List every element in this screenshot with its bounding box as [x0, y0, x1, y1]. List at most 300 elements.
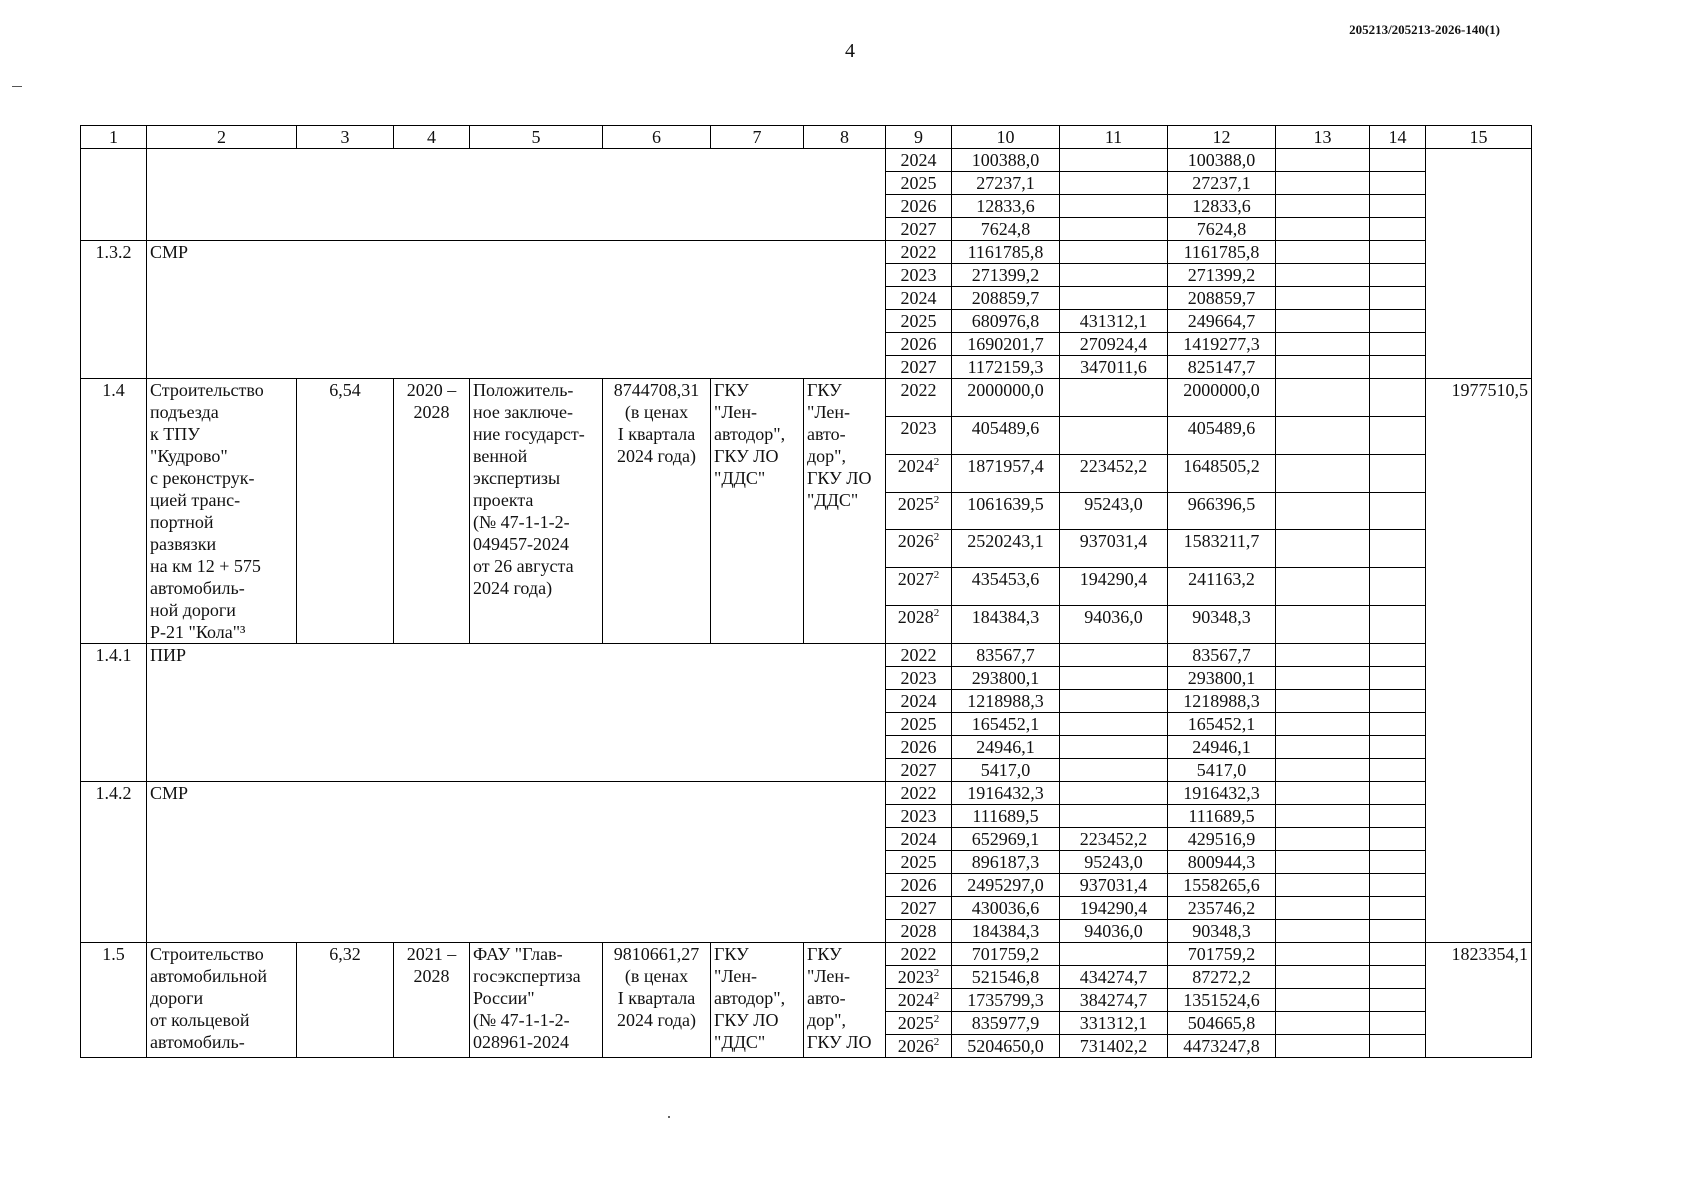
year-cell — [886, 218, 952, 241]
year-cell — [886, 149, 952, 172]
year-value: 2025 — [897, 493, 934, 514]
amount-c12: 83567,7 — [1168, 644, 1276, 667]
year-cell — [886, 874, 952, 897]
item-name-cell — [147, 782, 886, 943]
amount-c11: 223452,2 — [1060, 828, 1168, 851]
year-cell — [886, 920, 952, 943]
amount-c10: 271399,2 — [952, 264, 1060, 287]
cell-line: 2028 — [413, 966, 450, 986]
header-cell: 14 — [1370, 126, 1426, 149]
cell-line: ГКУ — [714, 380, 749, 400]
cell-line: "ДДС" — [714, 1032, 766, 1052]
cell-line: экспертизы — [473, 468, 561, 488]
table-row — [81, 379, 1532, 417]
cell-line: от 26 августа — [473, 556, 574, 576]
col13-cell — [1276, 1012, 1370, 1035]
col14-cell — [1370, 966, 1426, 989]
year-cell — [886, 454, 952, 492]
amount-c11: 223452,2 — [1060, 454, 1168, 492]
year-cell — [886, 492, 952, 530]
amount-c10: 652969,1 — [952, 828, 1060, 851]
item-number-cell: 1.4 — [81, 379, 147, 644]
col13-cell — [1276, 966, 1370, 989]
year-value: 2023 — [900, 668, 937, 688]
amount-c11 — [1060, 287, 1168, 310]
cell-line: "Лен- — [807, 402, 851, 422]
amount-c12: 5417,0 — [1168, 759, 1276, 782]
amount-c11: 194290,4 — [1060, 568, 1168, 606]
col14-cell — [1370, 874, 1426, 897]
col14-cell — [1370, 782, 1426, 805]
year-cell — [886, 897, 952, 920]
year-cell — [886, 530, 952, 568]
header-row — [81, 126, 1532, 149]
year-cell — [886, 195, 952, 218]
year-value: 2026 — [897, 1036, 934, 1056]
table-row — [81, 943, 1532, 966]
cell-line: СМР — [150, 242, 189, 262]
col14-cell — [1370, 989, 1426, 1012]
cell-line: ние государст- — [473, 424, 585, 444]
amount-c12: 165452,1 — [1168, 713, 1276, 736]
col14-cell — [1370, 379, 1426, 417]
col13-cell — [1276, 851, 1370, 874]
year-cell — [886, 1012, 952, 1035]
year-cell — [886, 644, 952, 667]
col13-cell — [1276, 874, 1370, 897]
amount-c12: 1648505,2 — [1168, 454, 1276, 492]
amount-c10: 100388,0 — [952, 149, 1060, 172]
cell-line: ГКУ — [714, 944, 749, 964]
cell-line: "ДДС" — [714, 468, 766, 488]
amount-c11: 95243,0 — [1060, 851, 1168, 874]
col13-cell — [1276, 897, 1370, 920]
item-name-cell — [147, 149, 886, 241]
cell-line: Р-21 "Кола"³ — [150, 622, 246, 642]
cell-line: проекта — [473, 490, 534, 510]
col14-cell — [1370, 530, 1426, 568]
col14-cell — [1370, 943, 1426, 966]
col14-cell — [1370, 492, 1426, 530]
year-footnote-mark: 2 — [933, 607, 940, 620]
scan-dot — [668, 1116, 670, 1118]
amount-c12: 271399,2 — [1168, 264, 1276, 287]
amount-c10: 405489,6 — [952, 416, 1060, 454]
col13-cell — [1276, 310, 1370, 333]
amount-c12: 111689,5 — [1168, 805, 1276, 828]
amount-c12: 241163,2 — [1168, 568, 1276, 606]
cell-line: 8744708,31 — [613, 380, 700, 400]
year-cell — [886, 416, 952, 454]
col14-cell — [1370, 713, 1426, 736]
col13-cell — [1276, 1035, 1370, 1058]
cell-line: с реконструк- — [150, 468, 255, 488]
page-number: 4 — [845, 40, 855, 62]
cell-line: (в ценах — [624, 402, 689, 422]
cell-line: 028961-2024 — [473, 1032, 569, 1052]
cell-line: дор", — [807, 446, 847, 466]
cell-line: дор", — [807, 1010, 847, 1030]
amount-c12: 1916432,3 — [1168, 782, 1276, 805]
amount-c11 — [1060, 416, 1168, 454]
amount-c12: 966396,5 — [1168, 492, 1276, 530]
cell-line: ГКУ ЛО — [807, 468, 872, 488]
amount-c11 — [1060, 759, 1168, 782]
year-value: 2024 — [900, 691, 937, 711]
year-value: 2022 — [900, 380, 937, 400]
amount-c10: 1871957,4 — [952, 454, 1060, 492]
amount-c10: 12833,6 — [952, 195, 1060, 218]
customer-cell — [711, 379, 804, 644]
amount-c10: 5204650,0 — [952, 1035, 1060, 1058]
year-cell — [886, 805, 952, 828]
cell-line: ГКУ — [807, 944, 842, 964]
year-cell — [886, 736, 952, 759]
amount-c12: 1351524,6 — [1168, 989, 1276, 1012]
amount-c10: 896187,3 — [952, 851, 1060, 874]
amount-c11 — [1060, 667, 1168, 690]
year-cell — [886, 606, 952, 644]
amount-c11: 94036,0 — [1060, 606, 1168, 644]
amount-c12: 1218988,3 — [1168, 690, 1276, 713]
year-cell — [886, 851, 952, 874]
amount-c12: 90348,3 — [1168, 920, 1276, 943]
amount-c12: 235746,2 — [1168, 897, 1276, 920]
col14-cell — [1370, 1012, 1426, 1035]
cell-line: автодор", — [714, 424, 786, 444]
amount-c11 — [1060, 736, 1168, 759]
cell-line: 2024 года) — [616, 1010, 697, 1030]
col14-cell — [1370, 897, 1426, 920]
period-cell — [394, 943, 470, 1058]
amount-c10: 24946,1 — [952, 736, 1060, 759]
cell-line: авто- — [807, 424, 846, 444]
amount-c10: 2495297,0 — [952, 874, 1060, 897]
amount-c11 — [1060, 241, 1168, 264]
amount-c11 — [1060, 943, 1168, 966]
col13-cell — [1276, 287, 1370, 310]
cell-line: автомобильной — [150, 966, 267, 986]
year-footnote-mark: 2 — [933, 531, 940, 544]
col14-cell — [1370, 606, 1426, 644]
year-value: 2027 — [900, 357, 937, 377]
col14-cell — [1370, 920, 1426, 943]
amount-c12: 1583211,7 — [1168, 530, 1276, 568]
year-value: 2024 — [900, 829, 937, 849]
cell-line: на км 12 + 575 — [150, 556, 261, 576]
header-cell: 12 — [1168, 126, 1276, 149]
cell-line: ной дороги — [150, 600, 236, 620]
year-value: 2025 — [900, 714, 937, 734]
col14-cell — [1370, 310, 1426, 333]
header-cell: 1 — [81, 126, 147, 149]
cell-line: ГКУ ЛО — [807, 1032, 872, 1052]
budget-table — [80, 125, 1532, 1058]
amount-c10: 293800,1 — [952, 667, 1060, 690]
amount-c12: 1419277,3 — [1168, 333, 1276, 356]
amount-c12: 293800,1 — [1168, 667, 1276, 690]
cell-line: 2024 года) — [473, 578, 553, 598]
cell-line: 2020 – — [406, 380, 457, 400]
amount-c11 — [1060, 782, 1168, 805]
cell-line: России" — [473, 988, 535, 1008]
col14-cell — [1370, 356, 1426, 379]
header-cell: 5 — [470, 126, 603, 149]
cell-line: "ДДС" — [807, 490, 859, 510]
cell-line: 2024 года) — [616, 446, 697, 466]
table-row — [81, 782, 1532, 805]
amount-c10: 680976,8 — [952, 310, 1060, 333]
length-cell: 6,32 — [297, 943, 394, 1058]
amount-c11: 434274,7 — [1060, 966, 1168, 989]
year-cell — [886, 264, 952, 287]
col14-cell — [1370, 568, 1426, 606]
amount-c11 — [1060, 379, 1168, 417]
amount-c12: 429516,9 — [1168, 828, 1276, 851]
amount-c10: 2520243,1 — [952, 530, 1060, 568]
table-row — [81, 149, 1532, 172]
col13-cell — [1276, 492, 1370, 530]
header-cell: 6 — [603, 126, 711, 149]
year-value: 2026 — [900, 196, 937, 216]
year-value: 2023 — [900, 265, 937, 285]
header-cell: 11 — [1060, 126, 1168, 149]
header-cell: 9 — [886, 126, 952, 149]
col13-cell — [1276, 379, 1370, 417]
amount-c12: 100388,0 — [1168, 149, 1276, 172]
col14-cell — [1370, 416, 1426, 454]
col13-cell — [1276, 218, 1370, 241]
year-value: 2022 — [900, 645, 937, 665]
year-value: 2023 — [900, 806, 937, 826]
cell-line: СМР — [150, 783, 189, 803]
col13-cell — [1276, 805, 1370, 828]
amount-c10: 521546,8 — [952, 966, 1060, 989]
col13-cell — [1276, 149, 1370, 172]
col13-cell — [1276, 606, 1370, 644]
amount-c11: 937031,4 — [1060, 874, 1168, 897]
col13-cell — [1276, 644, 1370, 667]
year-cell — [886, 568, 952, 606]
col13-cell — [1276, 416, 1370, 454]
cell-line: Положитель- — [473, 380, 574, 400]
amount-c10: 27237,1 — [952, 172, 1060, 195]
amount-c11 — [1060, 195, 1168, 218]
amount-c12: 208859,7 — [1168, 287, 1276, 310]
cell-line: 9810661,27 — [613, 944, 700, 964]
year-cell — [886, 333, 952, 356]
cell-line: I квартала — [617, 424, 696, 444]
amount-c10: 1916432,3 — [952, 782, 1060, 805]
col14-cell — [1370, 690, 1426, 713]
year-value: 2027 — [900, 760, 937, 780]
year-footnote-mark: 2 — [933, 990, 940, 1002]
amount-c12: 27237,1 — [1168, 172, 1276, 195]
amount-c10: 835977,9 — [952, 1012, 1060, 1035]
year-value: 2024 — [897, 990, 934, 1010]
year-footnote-mark: 2 — [933, 967, 940, 979]
col15-cell: 1977510,5 — [1426, 379, 1532, 943]
year-value: 2028 — [900, 921, 937, 941]
year-value: 2027 — [897, 569, 934, 590]
item-name-cell — [147, 644, 886, 782]
amount-c11 — [1060, 805, 1168, 828]
amount-c11: 384274,7 — [1060, 989, 1168, 1012]
col13-cell — [1276, 530, 1370, 568]
year-value: 2024 — [900, 150, 937, 170]
amount-c12: 90348,3 — [1168, 606, 1276, 644]
col13-cell — [1276, 759, 1370, 782]
col13-cell — [1276, 667, 1370, 690]
cell-line: автомобиль- — [150, 578, 245, 598]
item-number-cell: 1.3.2 — [81, 241, 147, 379]
amount-c12: 405489,6 — [1168, 416, 1276, 454]
amount-c12: 800944,3 — [1168, 851, 1276, 874]
year-cell — [886, 287, 952, 310]
year-value: 2025 — [900, 852, 937, 872]
amount-c11: 937031,4 — [1060, 530, 1168, 568]
cell-line: Строительство — [150, 944, 264, 964]
amount-c12: 701759,2 — [1168, 943, 1276, 966]
year-footnote-mark: 2 — [933, 1013, 940, 1025]
col13-cell — [1276, 264, 1370, 287]
amount-c11 — [1060, 218, 1168, 241]
amount-c10: 1218988,3 — [952, 690, 1060, 713]
header-cell: 15 — [1426, 126, 1532, 149]
amount-c11 — [1060, 713, 1168, 736]
year-cell — [886, 241, 952, 264]
item-number-cell: 1.4.1 — [81, 644, 147, 782]
table-row — [81, 644, 1532, 667]
year-value: 2026 — [900, 737, 937, 757]
year-value: 2023 — [900, 417, 937, 438]
amount-c10: 5417,0 — [952, 759, 1060, 782]
amount-c11: 331312,1 — [1060, 1012, 1168, 1035]
amount-c11 — [1060, 149, 1168, 172]
item-name-cell — [147, 379, 297, 644]
amount-c11: 347011,6 — [1060, 356, 1168, 379]
amount-c10: 1161785,8 — [952, 241, 1060, 264]
year-value: 2026 — [900, 875, 937, 895]
col13-cell — [1276, 736, 1370, 759]
year-cell — [886, 667, 952, 690]
expertise-cell — [470, 943, 603, 1058]
year-cell — [886, 713, 952, 736]
amount-c12: 4473247,8 — [1168, 1035, 1276, 1058]
col15-cell — [1426, 149, 1532, 379]
cell-line: ное заключе- — [473, 402, 573, 422]
amount-c12: 504665,8 — [1168, 1012, 1276, 1035]
amount-c10: 1735799,3 — [952, 989, 1060, 1012]
col13-cell — [1276, 195, 1370, 218]
amount-c10: 83567,7 — [952, 644, 1060, 667]
year-cell — [886, 943, 952, 966]
col14-cell — [1370, 241, 1426, 264]
col13-cell — [1276, 333, 1370, 356]
year-value: 2025 — [900, 311, 937, 331]
year-value: 2028 — [897, 607, 934, 628]
col14-cell — [1370, 454, 1426, 492]
amount-c11 — [1060, 264, 1168, 287]
col13-cell — [1276, 989, 1370, 1012]
amount-c11: 431312,1 — [1060, 310, 1168, 333]
col14-cell — [1370, 287, 1426, 310]
expertise-cell — [470, 379, 603, 644]
customer-cell — [711, 943, 804, 1058]
year-value: 2025 — [897, 1013, 934, 1033]
developer-cell — [804, 943, 886, 1058]
developer-cell — [804, 379, 886, 644]
col14-cell — [1370, 195, 1426, 218]
year-cell — [886, 989, 952, 1012]
amount-c11: 94036,0 — [1060, 920, 1168, 943]
year-cell — [886, 690, 952, 713]
period-cell — [394, 379, 470, 644]
col13-cell — [1276, 920, 1370, 943]
year-cell — [886, 172, 952, 195]
col13-cell — [1276, 568, 1370, 606]
cost-cell — [603, 379, 711, 644]
col14-cell — [1370, 264, 1426, 287]
year-value: 2024 — [900, 288, 937, 308]
year-cell — [886, 356, 952, 379]
col14-cell — [1370, 851, 1426, 874]
amount-c10: 184384,3 — [952, 606, 1060, 644]
amount-c10: 7624,8 — [952, 218, 1060, 241]
amount-c12: 2000000,0 — [1168, 379, 1276, 417]
item-name-cell — [147, 241, 886, 379]
cell-line: от кольцевой — [150, 1010, 250, 1030]
year-cell — [886, 782, 952, 805]
header-cell: 4 — [394, 126, 470, 149]
col13-cell — [1276, 172, 1370, 195]
year-value: 2024 — [897, 455, 934, 476]
cell-line: подъезда — [150, 402, 219, 422]
cell-line: 2028 — [413, 402, 450, 422]
item-number-cell — [81, 149, 147, 241]
header-cell: 13 — [1276, 126, 1370, 149]
year-cell — [886, 1035, 952, 1058]
cost-cell — [603, 943, 711, 1058]
amount-c11: 270924,4 — [1060, 333, 1168, 356]
col13-cell — [1276, 356, 1370, 379]
amount-c11 — [1060, 644, 1168, 667]
year-value: 2026 — [897, 531, 934, 552]
cell-line: развязки — [150, 534, 217, 554]
header-cell: 3 — [297, 126, 394, 149]
cell-line: "Лен- — [714, 402, 758, 422]
cell-line: автодор", — [714, 988, 786, 1008]
col14-cell — [1370, 759, 1426, 782]
cell-line: авто- — [807, 988, 846, 1008]
cell-line: ГКУ ЛО — [714, 446, 779, 466]
cell-line: ГКУ — [807, 380, 842, 400]
amount-c12: 87272,2 — [1168, 966, 1276, 989]
cell-line: (№ 47-1-1-2- — [473, 1010, 570, 1030]
amount-c10: 1061639,5 — [952, 492, 1060, 530]
col15-cell: 1823354,1 — [1426, 943, 1532, 1058]
col14-cell — [1370, 1035, 1426, 1058]
amount-c10: 435453,6 — [952, 568, 1060, 606]
cell-line: (№ 47-1-1-2- — [473, 512, 570, 532]
amount-c11: 731402,2 — [1060, 1035, 1168, 1058]
amount-c12: 12833,6 — [1168, 195, 1276, 218]
cell-line: ГКУ ЛО — [714, 1010, 779, 1030]
col13-cell — [1276, 782, 1370, 805]
year-value: 2027 — [900, 219, 937, 239]
year-cell — [886, 966, 952, 989]
cell-line: 2021 – — [406, 944, 457, 964]
